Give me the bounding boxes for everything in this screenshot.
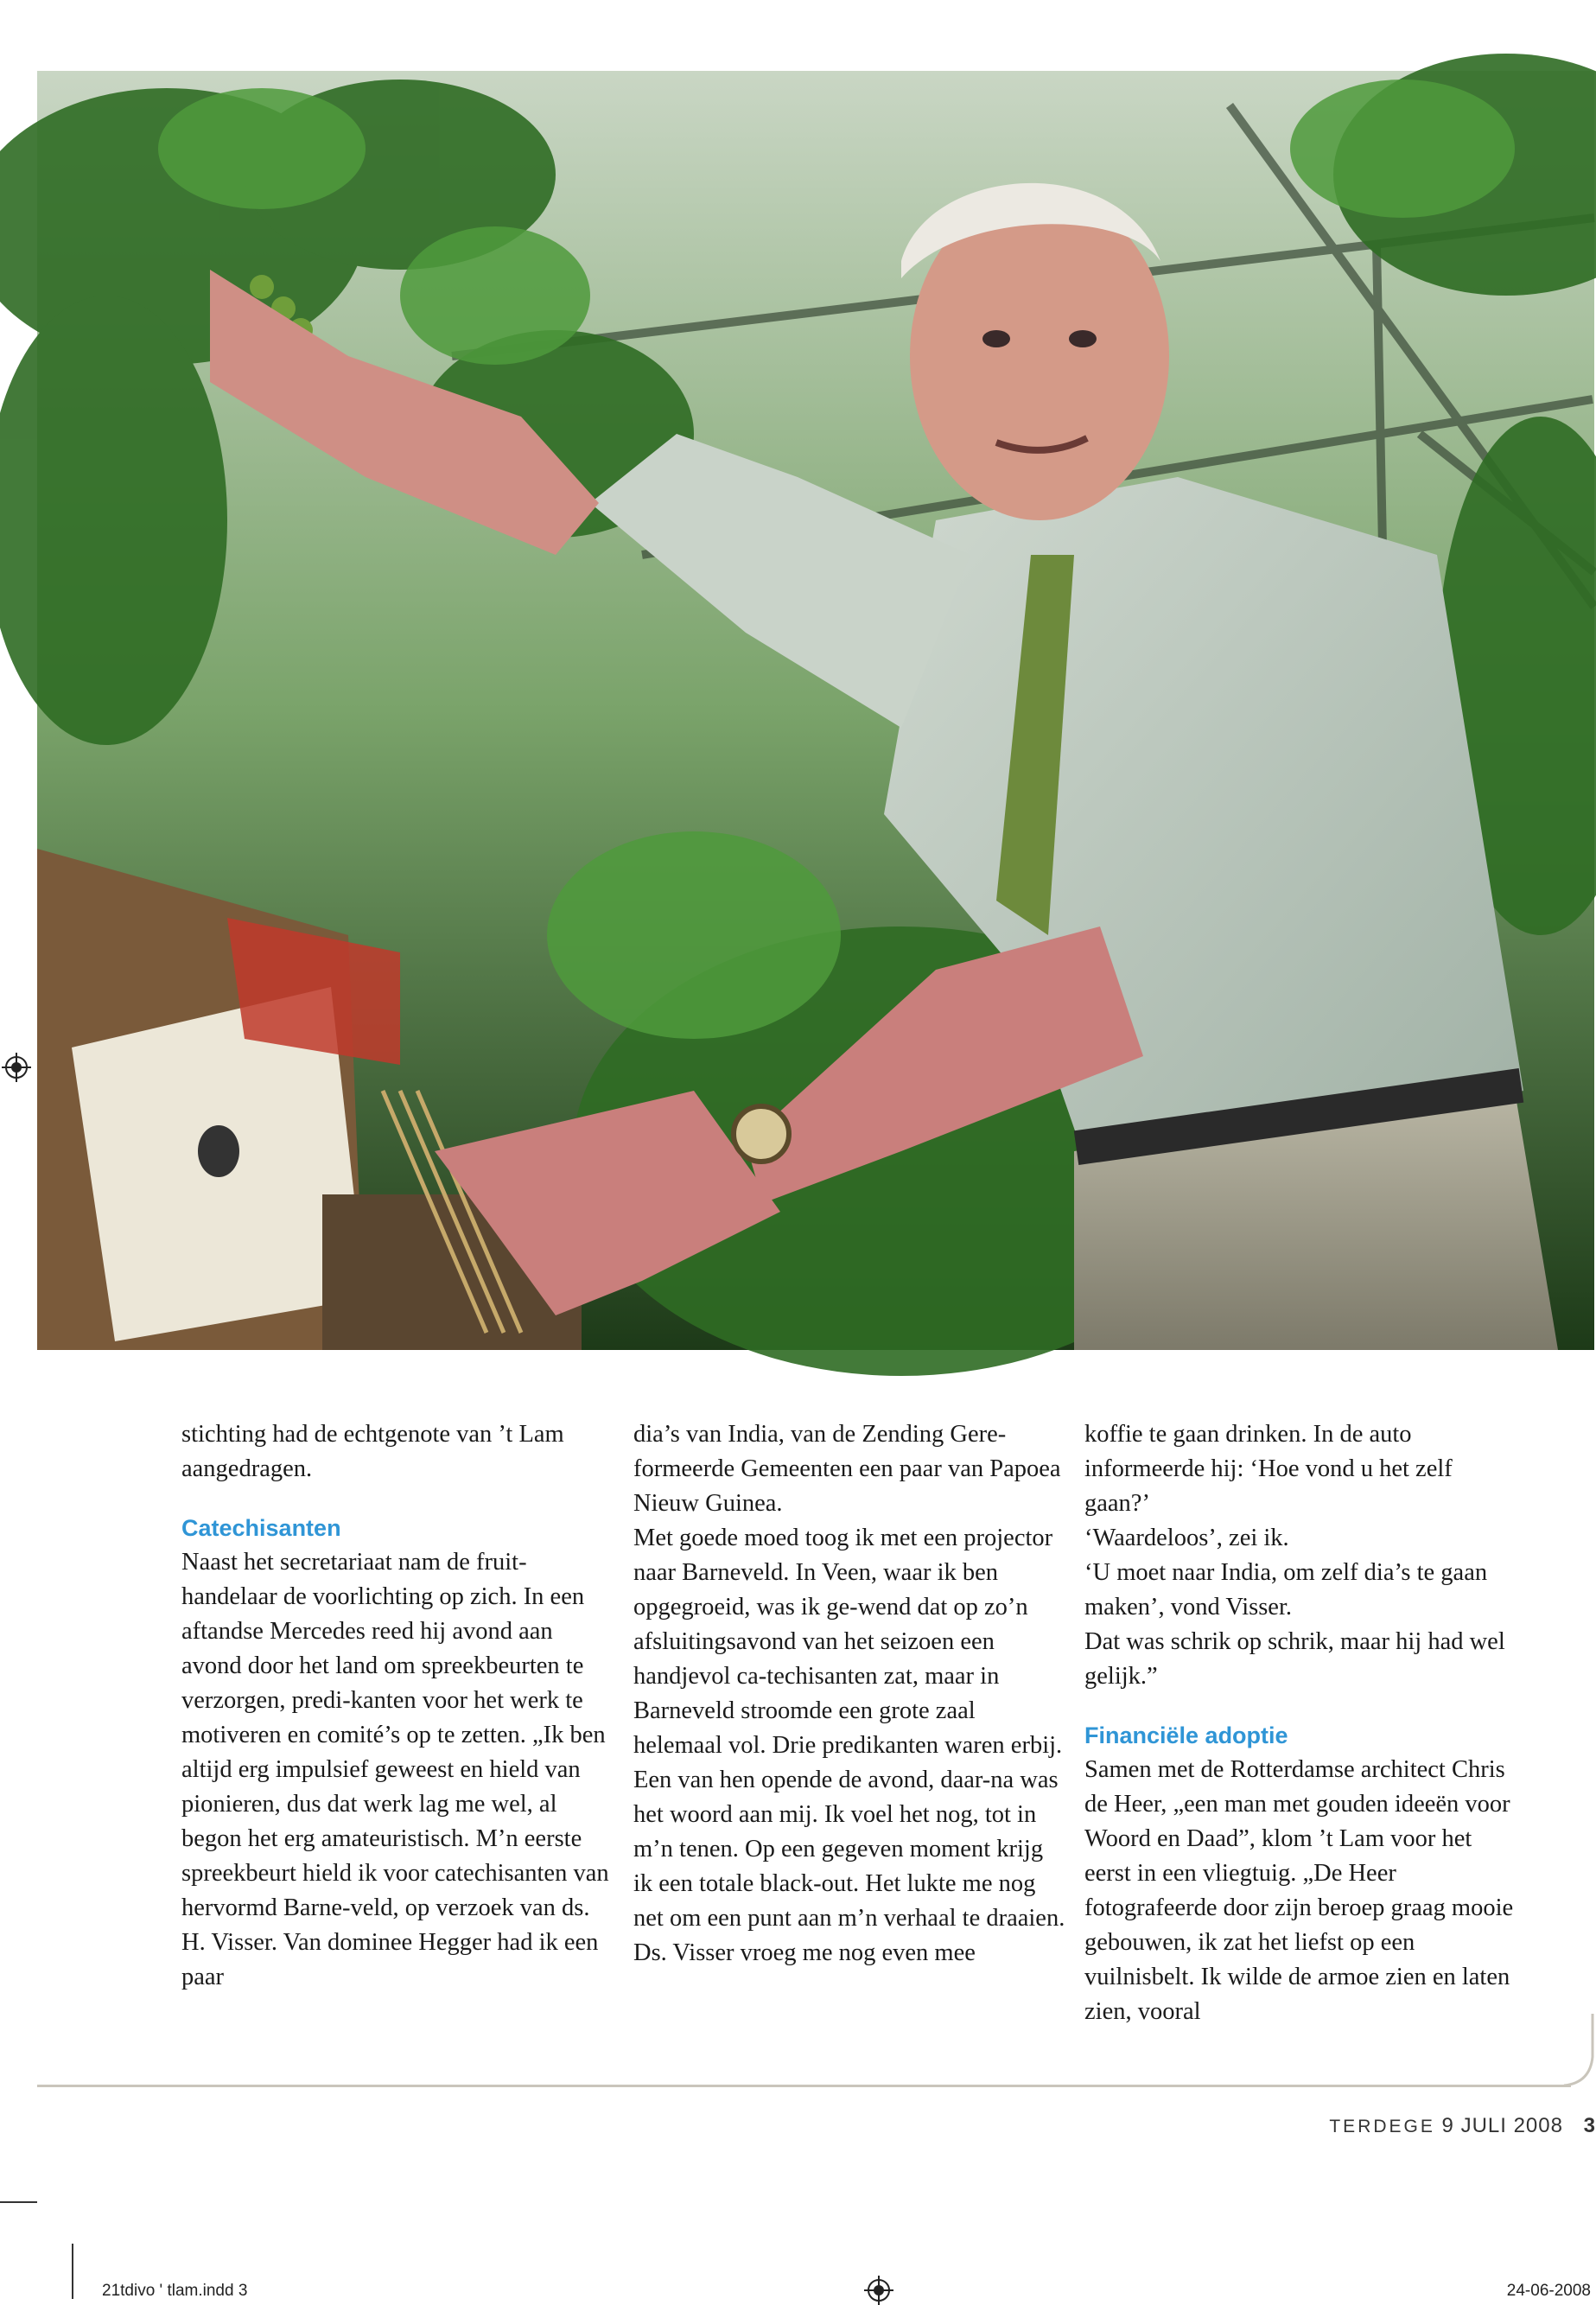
footer-rule — [37, 2085, 1571, 2087]
paragraph: ‘U moet naar India, om zelf dia’s te gaan maken’, vond Visser. — [1084, 1559, 1488, 1621]
paragraph: Met goede moed toog ik met een projector naar Barneveld. In Veen, waar ik ben opgegroeid, was ik ge-wend dat op zo’n afsluitingsavond van het seizoen een handjevol ca-techisanten zat, maar in Barneveld stroomde een grote zaal helemaal vol. Drie predikanten waren erbij. Een van hen opende de avond, daar-na was het woord aan mij. Ik voel het nog, tot in m’n tenen. Op een gegeven moment krijg ik een totale black-out. Het lukte me nog net om een punt aan m’n verhaal te draaien. Ds. Visser vroeg me nog even mee — [633, 1525, 1065, 1966]
text-column-3 — [1084, 1417, 1517, 2029]
slug-filename: 21tdivo ' tlam.indd 3 — [102, 2282, 248, 2300]
subheading-financiele-adoptie: Financiële adoptie — [1084, 1722, 1288, 1748]
paragraph: stichting had de echtgenote van ’t Lam aangedragen. — [181, 1421, 564, 1482]
greenhouse-photo-illustration — [37, 71, 1594, 1350]
paragraph: dia’s van India, van de Zending Gere-formeerde Gemeenten een paar van Papoea Nieuw Guinea. — [633, 1421, 1061, 1517]
paragraph: Dat was schrik op schrik, maar hij had wel gelijk.” — [1084, 1628, 1505, 1690]
paragraph: koffie te gaan drinken. In de auto informeerde hij: ‘Hoe vond u het zelf gaan?’ — [1084, 1421, 1453, 1517]
crop-mark — [72, 2244, 73, 2299]
registration-mark-icon — [864, 2276, 893, 2305]
text-column-1 — [181, 1417, 614, 1995]
text-column-2 — [633, 1417, 1065, 1971]
subheading-catechisanten: Catechisanten — [181, 1515, 341, 1541]
issue-date: 9 JULI 2008 — [1441, 2114, 1563, 2137]
footer-rule-curve — [1564, 2014, 1594, 2087]
magazine-name: TERDEGE — [1329, 2117, 1435, 2136]
article-photo — [37, 71, 1594, 1350]
registration-mark-icon — [2, 1053, 31, 1082]
page-footer — [1329, 2114, 1596, 2138]
page-number: 3 — [1583, 2114, 1596, 2137]
slug-date: 24-06-2008 — [1506, 2282, 1591, 2300]
paragraph: Samen met de Rotterdamse architect Chris de Heer, „een man met gouden ideeën voor Woord en Daad”, klom ’t Lam voor het eerst in een vliegtuig. „De Heer fotografeerde door zijn beroep graag mooie gebouwen, ik zat het liefst op een vuilnisbelt. Ik wilde de armoe zien en laten zien, vooral — [1084, 1756, 1514, 2025]
crop-mark — [0, 2201, 37, 2203]
paragraph: Naast het secretariaat nam de fruit-handelaar de voorlichting op zich. In een aftandse Mercedes reed hij avond aan avond door het land om spreekbeurten te verzorgen, predi-kanten voor het werk te motiveren en comité’s op te zetten. „Ik ben altijd erg impulsief geweest en hield van pionieren, dus dat werk lag me wel, al begon het erg amateuristisch. M’n eerste spreekbeurt hield ik voor catechisanten van hervormd Barne-veld, op verzoek van ds. H. Visser. Van dominee Hegger had ik een paar — [181, 1549, 609, 1990]
paragraph: ‘Waardeloos’, zei ik. — [1084, 1525, 1289, 1551]
